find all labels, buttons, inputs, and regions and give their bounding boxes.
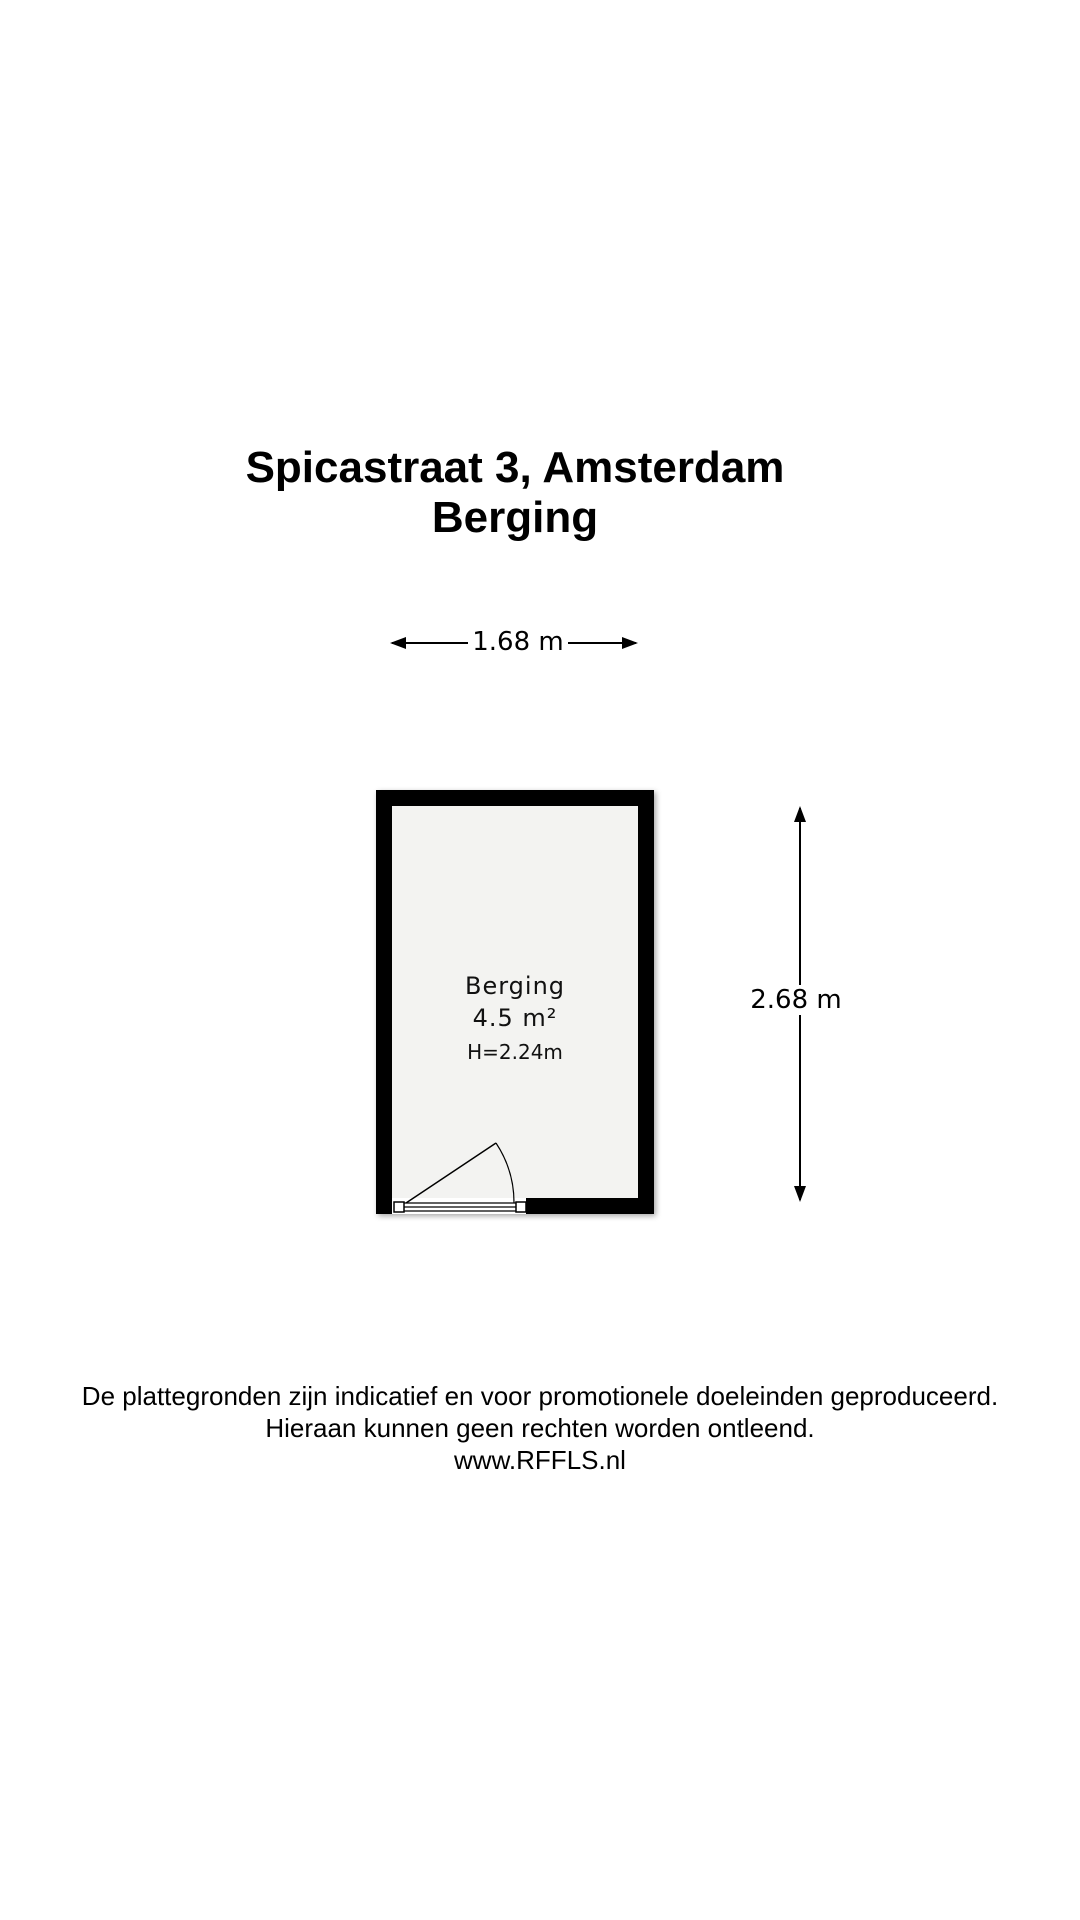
website-text: www.RFFLS.nl bbox=[454, 1445, 626, 1475]
height-dimension-label: 2.68 m bbox=[748, 985, 844, 1015]
room-area-label: 4.5 m² bbox=[472, 1004, 558, 1032]
page-title-room: Berging bbox=[431, 493, 599, 542]
room-name-label: Berging bbox=[464, 972, 566, 1000]
disclaimer-line: Hieraan kunnen geen rechten worden ontleend. bbox=[265, 1413, 815, 1443]
room-floor bbox=[392, 806, 638, 1198]
disclaimer-line: De plattegronden zijn indicatief en voor promotionele doeleinden geproduceerd. bbox=[81, 1381, 999, 1411]
width-dimension-label: 1.68 m bbox=[468, 627, 568, 657]
room-height-label: H=2.24m bbox=[467, 1040, 563, 1064]
page-title-address: Spicastraat 3, Amsterdam bbox=[245, 443, 785, 492]
